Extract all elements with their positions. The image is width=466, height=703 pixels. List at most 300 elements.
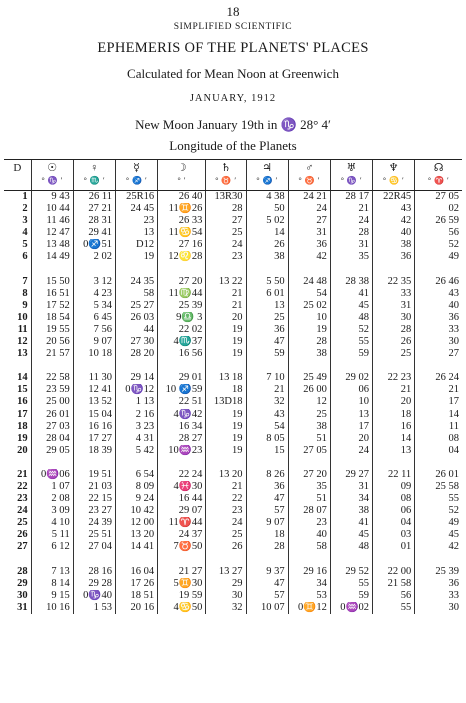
day-cell: 5 (22, 239, 28, 251)
value-cell: 7 10 (246, 372, 288, 384)
day-cell: 9 (22, 299, 28, 311)
spacer-cell (415, 554, 462, 566)
value-cell: 9 07 (246, 517, 288, 529)
value-cell: 3 09 (31, 505, 73, 517)
value-cell: 26 (246, 239, 288, 251)
value-cell: 11♍44 (158, 288, 206, 300)
day-cell: 4 (22, 227, 28, 239)
value-cell: 29 27 (330, 469, 372, 481)
value-cell: 15 50 (31, 276, 73, 288)
value-cell: 36 (246, 324, 288, 336)
value-cell: 19 (206, 409, 246, 421)
value-cell: 13D18 (206, 396, 246, 408)
value-cell: 12♌28 (158, 251, 206, 263)
value-cell: 1 13 (115, 396, 157, 408)
table-row (4, 288, 462, 300)
value-cell: 20 (330, 433, 372, 445)
spacer-cell (373, 360, 415, 372)
value-cell: 26 40 (158, 191, 206, 204)
value-cell: 26 01 (31, 409, 73, 421)
row-spacer (4, 264, 462, 276)
value-cell: 33 (373, 288, 415, 300)
value-cell: 10♒23 (158, 445, 206, 457)
day-cell: 18 (17, 420, 28, 432)
value-cell: 0♒02 (330, 602, 372, 614)
value-cell: 54 (246, 421, 288, 433)
spacer-cell (4, 360, 31, 372)
value-cell: 29 05 (31, 445, 73, 457)
value-cell: 27 20 (288, 469, 330, 481)
day-cell: 31 (17, 601, 28, 613)
value-cell: 26 46 (415, 276, 462, 288)
value-cell: 20 (206, 312, 246, 324)
column-header (246, 160, 288, 191)
value-cell: 17 (415, 396, 462, 408)
value-cell: 9 07 (73, 336, 115, 348)
value-cell: 55 (373, 602, 415, 614)
value-cell: 26 01 (415, 469, 462, 481)
value-cell: 52 (415, 239, 462, 251)
value-cell: 30 (373, 312, 415, 324)
value-cell: 14 41 (115, 541, 157, 553)
value-cell: 25 27 (115, 300, 157, 312)
value-cell: 22 24 (158, 469, 206, 481)
row-spacer (4, 457, 462, 469)
value-cell: 1 53 (73, 602, 115, 614)
value-cell: 57 (246, 505, 288, 517)
value-cell: 24 (206, 239, 246, 251)
value-cell: 55 (330, 336, 372, 348)
value-cell: 28 (246, 541, 288, 553)
value-cell: 14 (373, 433, 415, 445)
value-cell: 28 (330, 227, 372, 239)
value-cell: 11 46 (31, 215, 73, 227)
value-cell: 18 (246, 529, 288, 541)
column-unit: ° ♏ ′ (83, 176, 106, 185)
table-row (4, 312, 462, 324)
spacer-cell (246, 554, 288, 566)
page-title: EPHEMERIS OF THE PLANETS' PLACES (97, 40, 369, 56)
value-cell: 1 07 (31, 481, 73, 493)
table-row (4, 517, 462, 529)
value-cell: 55 (330, 578, 372, 590)
value-cell: 13 52 (73, 396, 115, 408)
value-cell: 34 (288, 578, 330, 590)
value-cell: 22 02 (158, 324, 206, 336)
column-symbol: ☿ (133, 162, 140, 174)
value-cell: 18 (373, 409, 415, 421)
value-cell: 56 (415, 227, 462, 239)
value-cell: 12 (288, 396, 330, 408)
value-cell: 21 (206, 300, 246, 312)
value-cell: 36 (415, 578, 462, 590)
value-cell: 6 12 (31, 541, 73, 553)
value-cell: 8 14 (31, 578, 73, 590)
value-cell: 4♏37 (158, 336, 206, 348)
table-row (4, 396, 462, 408)
day-cell: 6 (22, 251, 28, 263)
spacer-cell (206, 360, 246, 372)
value-cell: 52 (330, 324, 372, 336)
value-cell: 03 (373, 529, 415, 541)
value-cell: 27 16 (158, 239, 206, 251)
value-cell: 13 (373, 445, 415, 457)
spacer-cell (206, 554, 246, 566)
value-cell: 21 (206, 481, 246, 493)
column-unit: ° ♋ ′ (382, 176, 405, 185)
column-header (4, 160, 31, 191)
value-cell: 13 20 (115, 529, 157, 541)
spacer-cell (206, 264, 246, 276)
value-cell: 24 21 (288, 191, 330, 204)
value-cell: 47 (246, 336, 288, 348)
value-cell: 19 (206, 336, 246, 348)
table-row (4, 529, 462, 541)
value-cell: 35 (288, 481, 330, 493)
value-cell: 18 (206, 384, 246, 396)
day-cell: 2 (22, 203, 28, 215)
value-cell: 8 26 (246, 469, 288, 481)
value-cell: 36 (373, 251, 415, 263)
value-cell: 12 00 (115, 517, 157, 529)
value-cell: 41 (330, 288, 372, 300)
column-header (415, 160, 462, 191)
value-cell: 7 13 (31, 566, 73, 578)
table-row (4, 421, 462, 433)
day-cell: 17 (17, 408, 28, 420)
value-cell: 16 16 (73, 421, 115, 433)
table-title: Longitude of the Planets (169, 138, 297, 153)
day-cell: 13 (17, 348, 28, 360)
value-cell: 56 (373, 590, 415, 602)
column-symbol: ☉ (47, 162, 58, 174)
column-header (330, 160, 372, 191)
value-cell: 04 (373, 517, 415, 529)
spacer-cell (158, 360, 206, 372)
value-cell: 6 01 (246, 288, 288, 300)
value-cell: 21 57 (31, 348, 73, 360)
value-cell: 19 (206, 421, 246, 433)
value-cell: 17 27 (73, 433, 115, 445)
value-cell: 16 56 (158, 348, 206, 360)
value-cell: 02 (415, 203, 462, 215)
value-cell: 38 (288, 348, 330, 360)
value-cell: 27 05 (415, 191, 462, 204)
value-cell: 13 (330, 409, 372, 421)
value-cell: 25 39 (158, 300, 206, 312)
spacer-cell (288, 360, 330, 372)
spacer-cell (288, 457, 330, 469)
value-cell: 4 31 (115, 433, 157, 445)
value-cell: 4♋50 (158, 602, 206, 614)
value-cell: 24 (330, 445, 372, 457)
value-cell: 25 (373, 348, 415, 360)
value-cell: 22 (206, 493, 246, 505)
value-cell: 5 42 (115, 445, 157, 457)
value-cell: 18 39 (73, 445, 115, 457)
value-cell: 29 01 (158, 372, 206, 384)
value-cell: 26 00 (288, 384, 330, 396)
table-row (4, 409, 462, 421)
spacer-cell (4, 264, 31, 276)
day-cell: 26 (17, 529, 28, 541)
value-cell: 17 (330, 421, 372, 433)
column-unit: ° ♉ ′ (215, 176, 237, 185)
value-cell: 29 (206, 578, 246, 590)
column-header (31, 160, 73, 191)
table-row (4, 602, 462, 614)
value-cell: 20 (373, 396, 415, 408)
value-cell: 27 20 (158, 276, 206, 288)
value-cell: 45 (415, 529, 462, 541)
value-cell: 5 02 (246, 215, 288, 227)
value-cell: 9 37 (246, 566, 288, 578)
table-row (4, 433, 462, 445)
value-cell: 4 23 (73, 288, 115, 300)
value-cell: 26 (206, 541, 246, 553)
value-cell: 11♈44 (158, 517, 206, 529)
value-cell: 51 (288, 433, 330, 445)
value-cell: 25 02 (288, 300, 330, 312)
value-cell: 27 (288, 215, 330, 227)
table-row (4, 239, 462, 251)
row-spacer (4, 360, 462, 372)
value-cell: 7♉50 (158, 541, 206, 553)
value-cell: 28 04 (31, 433, 73, 445)
value-cell: 27 04 (73, 541, 115, 553)
value-cell: 21 27 (158, 566, 206, 578)
value-cell: 22 11 (373, 469, 415, 481)
column-symbol: ♀ (90, 162, 99, 174)
value-cell: 5 50 (246, 276, 288, 288)
value-cell: 24 48 (288, 276, 330, 288)
table-row (4, 276, 462, 288)
value-cell: 16 51 (31, 288, 73, 300)
spacer-cell (31, 457, 73, 469)
value-cell: 23 59 (31, 384, 73, 396)
value-cell: 14 (415, 409, 462, 421)
value-cell: 31 (373, 300, 415, 312)
value-cell: 0♑40 (73, 590, 115, 602)
value-cell: 26 11 (73, 191, 115, 204)
value-cell: 59 (330, 590, 372, 602)
value-cell: 28 (288, 336, 330, 348)
value-cell: 17 52 (31, 300, 73, 312)
value-cell: 45 (330, 300, 372, 312)
value-cell: 28 20 (115, 348, 157, 360)
value-cell: 19 51 (73, 469, 115, 481)
subtitle: Calculated for Mean Noon at Greenwich (127, 66, 339, 81)
column-unit: ° ♉ ′ (298, 176, 320, 185)
spacer-cell (246, 360, 288, 372)
value-cell: 19 (115, 251, 157, 263)
value-cell: 6 45 (73, 312, 115, 324)
value-cell: 19 55 (31, 324, 73, 336)
value-cell: 32 (206, 602, 246, 614)
spacer-cell (288, 554, 330, 566)
value-cell: 21 (415, 384, 462, 396)
value-cell: 25 49 (288, 372, 330, 384)
day-cell: 15 (17, 384, 28, 396)
value-cell: 08 (415, 433, 462, 445)
value-cell: 9♎ 3 (158, 312, 206, 324)
value-cell: 28 07 (288, 505, 330, 517)
table-row (4, 203, 462, 215)
day-cell: 8 (22, 287, 28, 299)
value-cell: 29 02 (330, 372, 372, 384)
column-header (288, 160, 330, 191)
value-cell: 11 (415, 421, 462, 433)
value-cell: 0♊12 (288, 602, 330, 614)
column-symbol: ♅ (346, 162, 357, 174)
day-cell: 20 (17, 444, 28, 456)
spacer-cell (158, 554, 206, 566)
value-cell: 27 (206, 215, 246, 227)
value-cell: 16 (373, 421, 415, 433)
value-cell: 57 (246, 590, 288, 602)
value-cell: 19 (206, 324, 246, 336)
table-row (4, 566, 462, 578)
value-cell: 31 (288, 227, 330, 239)
spacer-cell (330, 457, 372, 469)
value-cell: 4♓30 (158, 481, 206, 493)
value-cell: 21 (206, 288, 246, 300)
value-cell: 22 35 (373, 276, 415, 288)
value-cell: 10 07 (246, 602, 288, 614)
column-symbol: ♄ (220, 162, 231, 174)
value-cell: 59 (330, 348, 372, 360)
spacer-cell (288, 264, 330, 276)
value-cell: 08 (373, 493, 415, 505)
value-cell: 48 (330, 541, 372, 553)
value-cell: 38 (246, 251, 288, 263)
value-cell: 40 (288, 529, 330, 541)
spacer-cell (115, 264, 157, 276)
day-cell: 3 (22, 215, 28, 227)
value-cell: 25 (206, 529, 246, 541)
value-cell: 2 08 (31, 493, 73, 505)
value-cell: 58 (288, 541, 330, 553)
column-unit: ° ♐ ′ (125, 176, 148, 185)
value-cell: 26 24 (415, 372, 462, 384)
value-cell: 13 22 (206, 276, 246, 288)
value-cell: 19 59 (158, 590, 206, 602)
spacer-cell (373, 554, 415, 566)
value-cell: 06 (330, 384, 372, 396)
column-unit: ° ♑ ′ (340, 176, 363, 185)
spacer-cell (246, 457, 288, 469)
value-cell: 21 (330, 203, 372, 215)
value-cell: 23 (288, 517, 330, 529)
table-row (4, 505, 462, 517)
value-cell: 25 51 (73, 529, 115, 541)
value-cell: 24 45 (115, 203, 157, 215)
table-row (4, 372, 462, 384)
value-cell: 28 16 (73, 566, 115, 578)
value-cell: 13 27 (206, 566, 246, 578)
section-heading: SIMPLIFIED SCIENTIFIC (173, 22, 293, 32)
value-cell: 23 (206, 505, 246, 517)
value-cell: 41 (330, 517, 372, 529)
value-cell: 22 15 (73, 493, 115, 505)
value-cell: 06 (373, 505, 415, 517)
day-cell: 30 (17, 589, 28, 601)
value-cell: 0♒06 (31, 469, 73, 481)
spacer-cell (330, 360, 372, 372)
spacer-cell (246, 264, 288, 276)
value-cell: 38 (330, 505, 372, 517)
table-header (4, 160, 462, 191)
day-cell: 27 (17, 541, 28, 553)
value-cell: 43 (246, 409, 288, 421)
day-cell: 14 (17, 372, 28, 384)
table-row (4, 541, 462, 553)
value-cell: 28 (373, 324, 415, 336)
value-cell: 04 (415, 445, 462, 457)
column-symbol: D (13, 162, 22, 174)
value-cell: 19 (206, 433, 246, 445)
value-cell: 24 39 (73, 517, 115, 529)
value-cell: 10 16 (31, 602, 73, 614)
value-cell: 22 58 (31, 372, 73, 384)
value-cell: 32 (246, 396, 288, 408)
value-cell: 21 03 (73, 481, 115, 493)
value-cell: 36 (246, 481, 288, 493)
value-cell: 21 (373, 384, 415, 396)
value-cell: 24 37 (158, 529, 206, 541)
spacer-cell (31, 554, 73, 566)
value-cell: 49 (415, 251, 462, 263)
column-header (206, 160, 246, 191)
value-cell: 35 (330, 251, 372, 263)
spacer-cell (73, 264, 115, 276)
table-row (4, 336, 462, 348)
value-cell: 13 (246, 300, 288, 312)
table-row (4, 251, 462, 263)
page-number: 18 (226, 4, 240, 19)
value-cell: 22 51 (158, 396, 206, 408)
column-unit: ° ♐ ′ (256, 176, 278, 185)
value-cell: 20 16 (115, 602, 157, 614)
value-cell: 12 41 (73, 384, 115, 396)
value-cell: 5 34 (73, 300, 115, 312)
value-cell: 10 (330, 396, 372, 408)
value-cell: 21 58 (373, 578, 415, 590)
value-cell: 17 26 (115, 578, 157, 590)
day-cell: 29 (17, 577, 28, 589)
value-cell: 10 18 (73, 348, 115, 360)
value-cell: 48 (330, 312, 372, 324)
value-cell: 23 27 (73, 505, 115, 517)
column-unit: ° ′ (177, 176, 186, 185)
month-heading: JANUARY, 1912 (189, 93, 277, 104)
value-cell: 25 58 (415, 481, 462, 493)
table-row (4, 191, 462, 204)
value-cell: 25 00 (31, 396, 73, 408)
value-cell: 15 (246, 445, 288, 457)
value-cell: 25 39 (415, 566, 462, 578)
value-cell: 27 05 (288, 445, 330, 457)
value-cell: 24 (288, 203, 330, 215)
row-spacer (4, 554, 462, 566)
value-cell: 31 (330, 239, 372, 251)
value-cell: 29 16 (288, 566, 330, 578)
value-cell: 29 07 (158, 505, 206, 517)
value-cell: 38 (288, 421, 330, 433)
spacer-cell (373, 457, 415, 469)
value-cell: 36 (415, 312, 462, 324)
value-cell: 16 34 (158, 421, 206, 433)
